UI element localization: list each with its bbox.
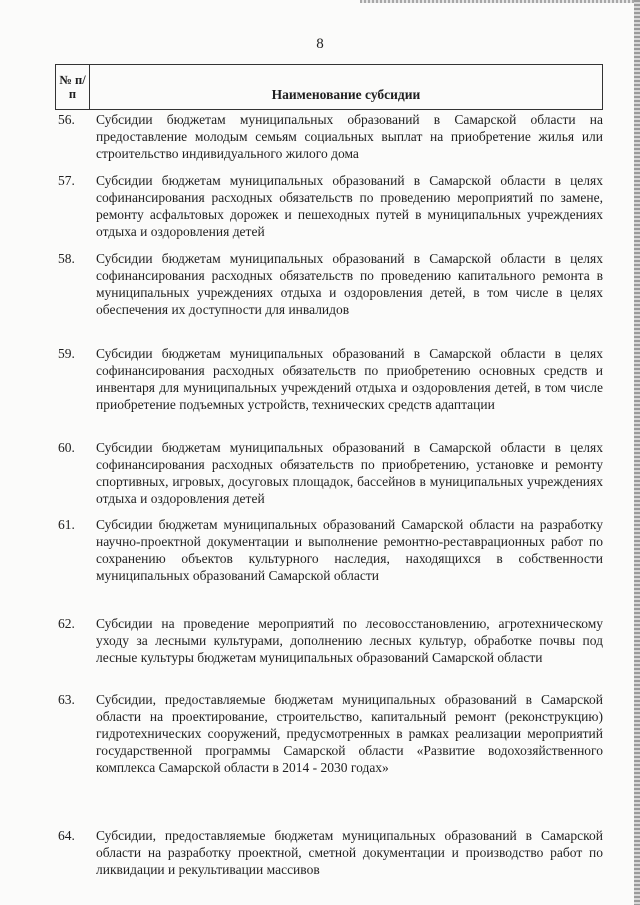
table-header	[55, 64, 603, 110]
row-text: Субсидии бюджетам муниципальных образований в Самарской области в целях софинансирования расходных обязательств по проведению капитального ремонта в муниципальных учреждениях отдыха и оздоровления детей, в том числе в целях обеспечения их доступности для инвалидов	[96, 251, 603, 317]
row-number: 63.	[58, 692, 75, 707]
row-number: 59.	[58, 346, 75, 361]
page-number: 8	[316, 36, 324, 52]
row-text: Субсидии бюджетам муниципальных образований в Самарской области в целях софинансирования расходных обязательств по приобретению основных средств и инвентаря для муниципальных учреждений отдыха и оздоровления детей, в том числе приобретение подъемных устройств, технических средств адаптации	[96, 346, 603, 412]
row-number: 58.	[58, 251, 75, 266]
row-text: Субсидии, предоставляемые бюджетам муниципальных образований в Самарской области на разработку проектной, сметной документации и производство работ по ликвидации и рекультивации массивов	[96, 828, 603, 877]
row-text: Субсидии бюджетам муниципальных образований Самарской области на разработку научно-проектной документации и выполнение ремонтно-реставрационных работ по сохранению объектов культурного наследия, находящихся в собственности муниципальных образований Самарской области	[96, 517, 603, 583]
header-name-column: Наименование субсидии	[271, 87, 421, 102]
scan-edge-right	[634, 0, 640, 905]
row-number: 60.	[58, 440, 75, 455]
scan-edge-top	[360, 0, 640, 3]
subsidy-table	[55, 64, 603, 877]
row-number: 56.	[58, 112, 75, 127]
row-number: 57.	[58, 173, 75, 188]
row-text: Субсидии бюджетам муниципальных образований в Самарской области в целях софинансирования расходных обязательств по приобретению, установке и ремонту спортивных, игровых, досуговых площадок, бассейнов в муниципальных учреждениях отдыха и оздоровления детей	[96, 440, 603, 506]
row-number: 64.	[58, 828, 75, 843]
row-text: Субсидии бюджетам муниципальных образований в Самарской области на предоставление молодым семьям социальных выплат на приобретение жилья или строительство индивидуального жилого дома	[96, 112, 603, 161]
row-text: Субсидии, предоставляемые бюджетам муниципальных образований в Самарской области на проектирование, строительство, капитальный ремонт (реконструкцию) гидротехнических сооружений, предусмотренных в рамках реализации мероприятий государственной программы Самарской области «Развитие водохозяйственного комплекса Самарской области в 2014 - 2030 годах»	[96, 692, 603, 775]
row-number: 61.	[58, 517, 75, 532]
row-text: Субсидии на проведение мероприятий по лесовосстановлению, агротехническому уходу за лесными культурами, дополнению лесных культур, обработке почвы под лесные культуры бюджетам муниципальных образований Самарской области	[96, 616, 603, 665]
header-num-column: № п/п	[56, 65, 90, 109]
row-number: 62.	[58, 616, 75, 631]
row-text: Субсидии бюджетам муниципальных образований в Самарской области в целях софинансирования расходных обязательств по проведению мероприятий по замене, ремонту асфальтовых дорожек и пешеходных путей в муниципальных учреждениях отдыха и оздоровления детей	[96, 173, 603, 239]
